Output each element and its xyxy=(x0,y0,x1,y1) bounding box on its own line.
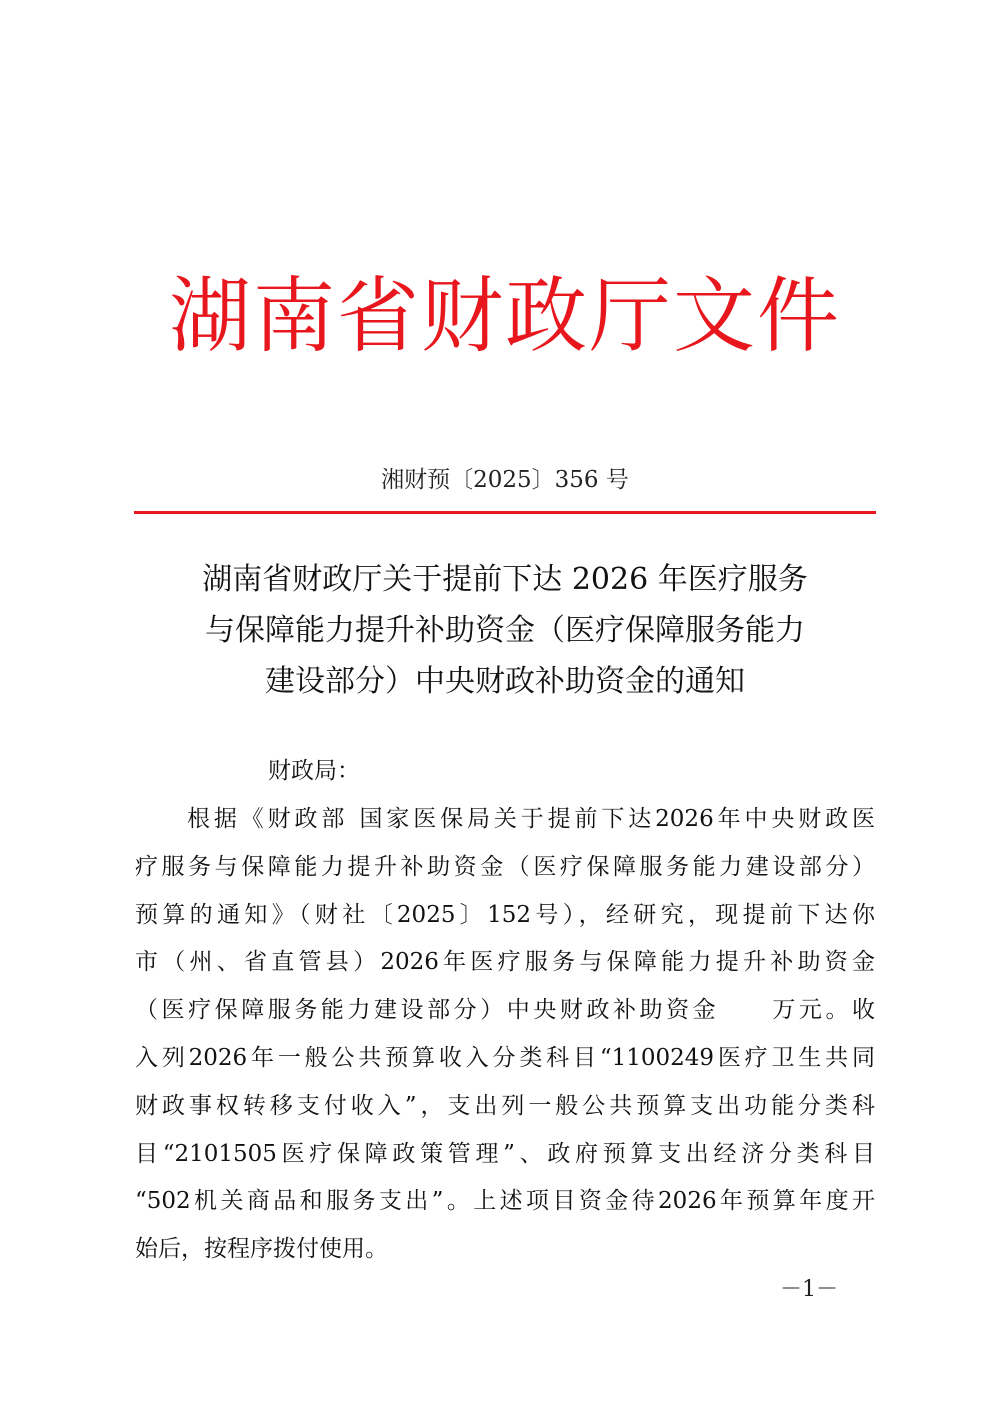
body-line: 市（州、省直管县）2026年医疗服务与保障能力提升补助资金 xyxy=(135,949,875,976)
body-line: 根据《财政部 国家医保局关于提前下达2026年中央财政医 xyxy=(187,806,875,832)
body-line: 目“2101505医疗保障政策管理”、政府预算支出经济分类科目 xyxy=(135,1140,875,1167)
body-line: 预算的通知》（财社〔2025〕152号），经研究，现提前下达你 xyxy=(135,901,875,928)
page-number: －1－ xyxy=(780,1277,838,1302)
body-line: 财政事权转移支付收入”，支出列一般公共预算支出功能分类科 xyxy=(135,1092,875,1119)
salutation: 财政局： xyxy=(268,758,360,784)
document-title xyxy=(135,554,875,707)
body-line: 入列2026年一般公共预算收入分类科目“1100249医疗卫生共同 xyxy=(135,1044,875,1071)
red-divider-line xyxy=(134,511,876,514)
body-line: 疗服务与保障能力提升补助资金（医疗保障服务能力建设部分） xyxy=(135,853,875,880)
document-number: 湘财预〔2025〕356 号 xyxy=(381,467,629,493)
body-line: 始后，按程序拨付使用。 xyxy=(135,1236,388,1263)
body-line: （医疗保障服务能力建设部分）中央财政补助资金 万元。收 xyxy=(135,997,875,1024)
title-line: 与保障能力提升补助资金（医疗保障服务能力 xyxy=(205,613,805,648)
title-line: 建设部分）中央财政补助资金的通知 xyxy=(265,664,745,699)
title-line: 湖南省财政厅关于提前下达 2026 年医疗服务 xyxy=(202,562,808,597)
body-paragraph xyxy=(135,796,875,1274)
issuer-header: 湖南省财政厅文件 xyxy=(168,269,841,364)
body-line: “502机关商品和服务支出”。上述项目资金待2026年预算年度开 xyxy=(135,1188,875,1215)
